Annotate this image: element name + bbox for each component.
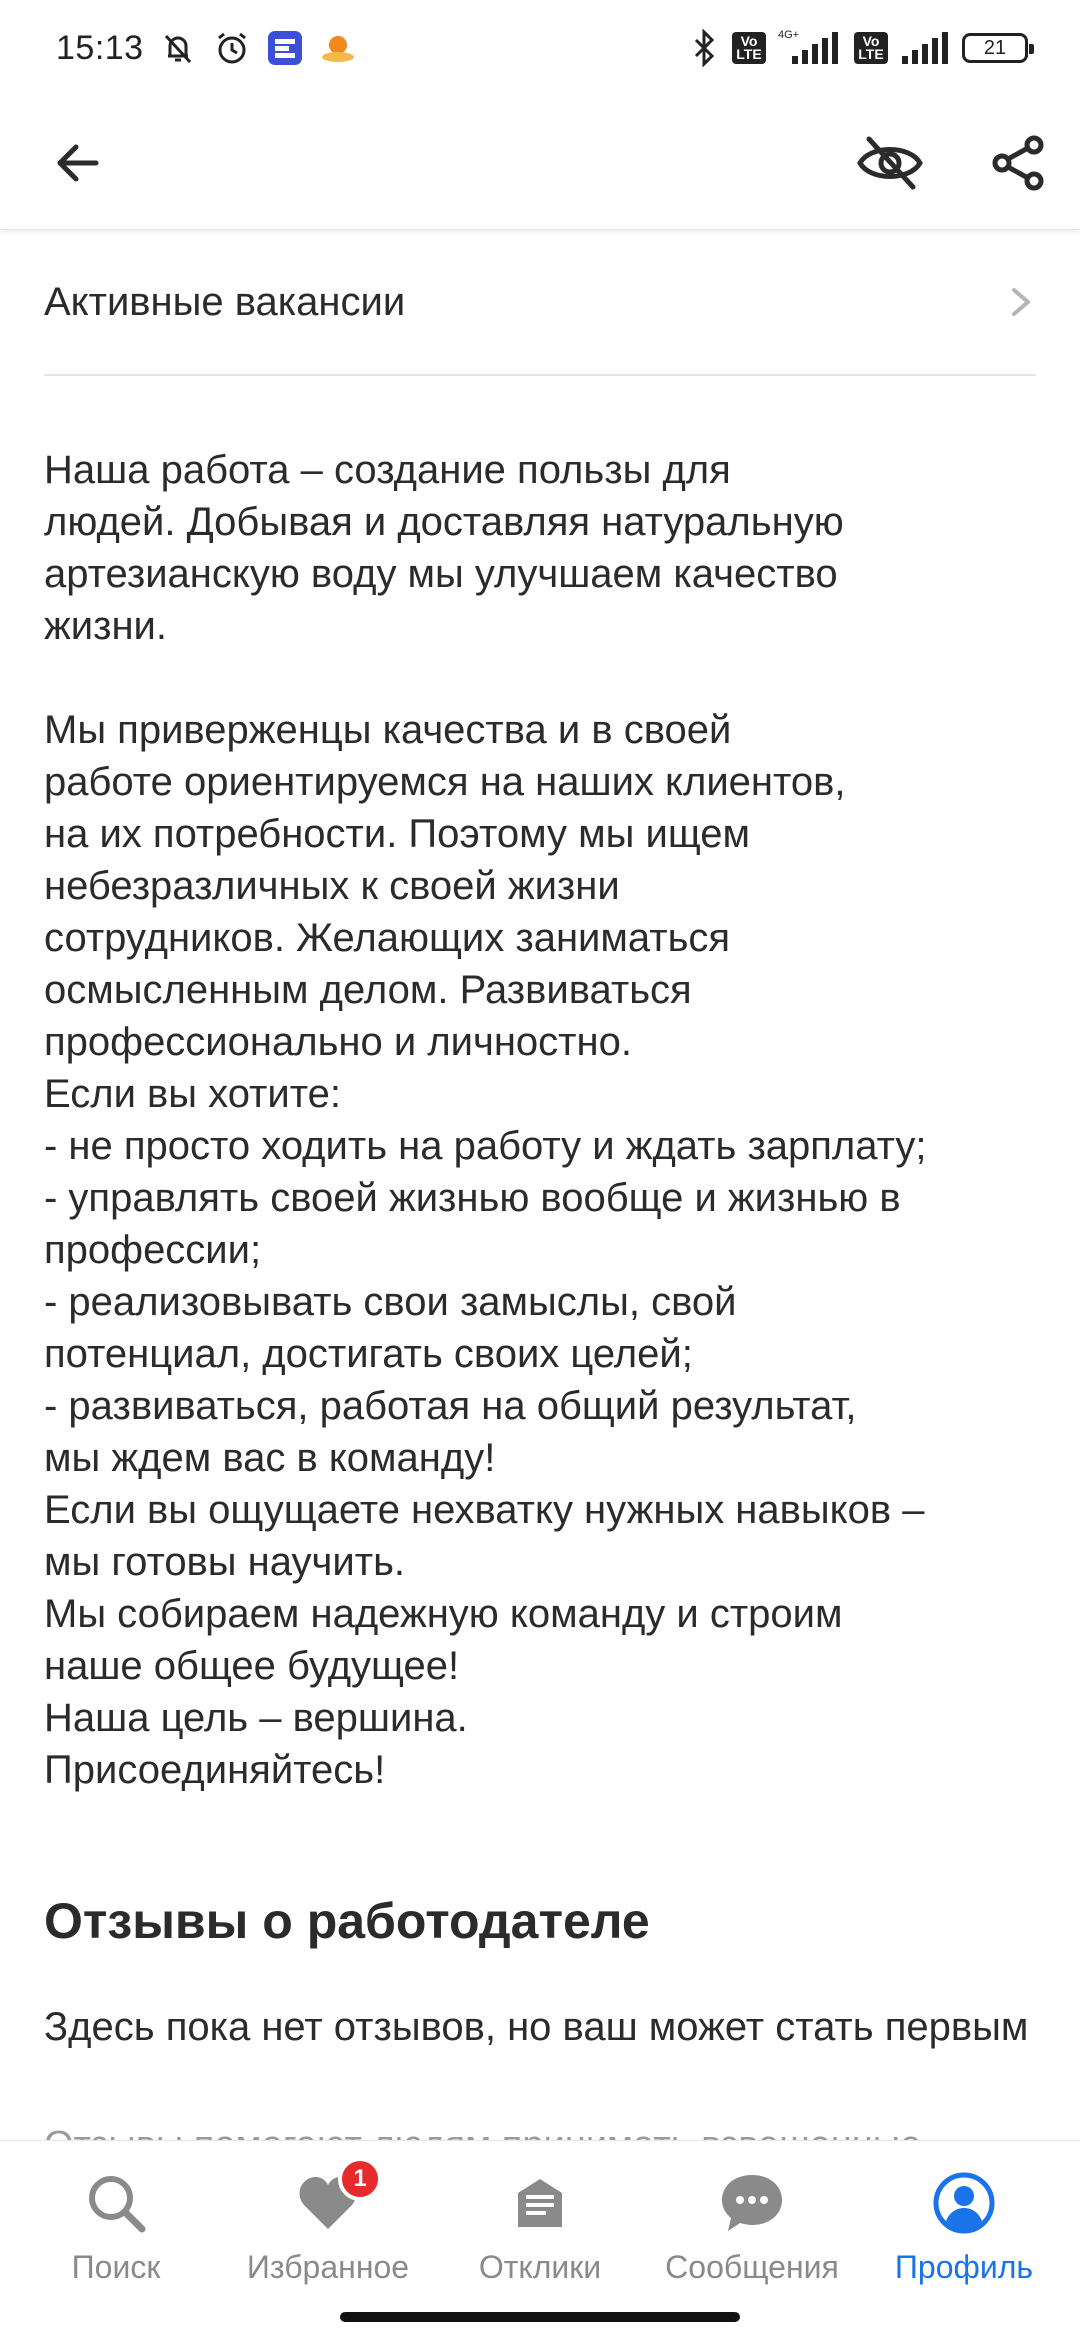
heart-icon bbox=[296, 2165, 367, 2235]
signal-icon bbox=[778, 28, 842, 68]
chevron-right-icon bbox=[1006, 282, 1036, 322]
reviews-empty-text: Здесь пока нет отзывов, но ваш может стать первым bbox=[44, 2005, 1029, 2049]
active-vacancies-label: Активные вакансии bbox=[44, 279, 406, 324]
favorites-badge: 1 bbox=[338, 2157, 382, 2201]
nav-item-favorites[interactable] bbox=[223, 2141, 433, 2340]
employer-content bbox=[0, 230, 1080, 2140]
hide-button[interactable] bbox=[852, 125, 928, 201]
status-time: 15:13 bbox=[56, 28, 144, 67]
network-type: 4G+ bbox=[778, 29, 800, 41]
home-indicator[interactable] bbox=[340, 2312, 740, 2322]
mute-notifications-icon bbox=[158, 28, 198, 68]
bluetooth-icon bbox=[690, 28, 720, 68]
chat-icon bbox=[720, 2171, 784, 2235]
nav-label-search: Поиск bbox=[71, 2249, 161, 2285]
profile-icon bbox=[932, 2171, 996, 2235]
nav-item-profile[interactable] bbox=[859, 2141, 1069, 2340]
bottom-nav bbox=[0, 2140, 1080, 2340]
nav-item-search[interactable] bbox=[11, 2141, 221, 2340]
alarm-icon bbox=[212, 28, 252, 68]
nav-item-messages[interactable] bbox=[647, 2141, 857, 2340]
status-bar bbox=[0, 0, 1080, 96]
volte-badge: Vo LTE bbox=[732, 32, 766, 64]
battery-icon bbox=[962, 33, 1028, 63]
battery-level: 21 bbox=[983, 36, 1007, 59]
back-button[interactable] bbox=[40, 125, 116, 201]
eye-off-icon bbox=[855, 133, 925, 193]
nav-label-profile: Профиль bbox=[894, 2249, 1034, 2285]
nav-label-favorites: Избранное bbox=[246, 2249, 410, 2285]
share-button[interactable] bbox=[980, 125, 1056, 201]
active-vacancies-row[interactable] bbox=[44, 230, 1036, 376]
reviews-title: Отзывы о работодателе bbox=[44, 1893, 650, 1949]
app-icon bbox=[266, 29, 304, 67]
arrow-left-icon bbox=[50, 135, 106, 191]
nav-label-responses: Отклики bbox=[478, 2249, 602, 2285]
inbox-icon bbox=[508, 2171, 572, 2235]
nav-label-messages: Сообщения bbox=[665, 2249, 839, 2285]
employer-description: Наша работа – создание пользы для людей. Добывая и доставляя натуральную артезианскую воду мы улучшаем качество жизни. Мы приверженцы качества и в своей работе ориентируемся на наших клиентов, на их потребности. Поэтому мы ищем небезразличных к своей жизни сотрудников. Желающих заниматься осмысленным делом. Развиваться профессионально и личностно. Если вы хотите: - не просто ходить на работу и ждать зарплату; - управлять своей жизнью вообще и жизнью в профессии; - реализовывать свои замыслы, свой потенциал, достигать своих целей; - развиваться, работая на общий результат, мы ждем вас в команду! Если вы ощущаете нехватку нужных навыков – мы готовы научить. Мы собираем надежную команду и строим наше общее будущее! Наша цель – вершина. Присоединяйтесь! bbox=[44, 448, 927, 1792]
search-icon bbox=[84, 2171, 148, 2235]
toolbar bbox=[0, 96, 1080, 230]
volte-badge-2: Vo LTE bbox=[854, 32, 888, 64]
app2-icon bbox=[318, 29, 358, 67]
share-icon bbox=[988, 133, 1048, 193]
signal-icon-2 bbox=[900, 28, 950, 68]
nav-item-responses[interactable] bbox=[435, 2141, 645, 2340]
